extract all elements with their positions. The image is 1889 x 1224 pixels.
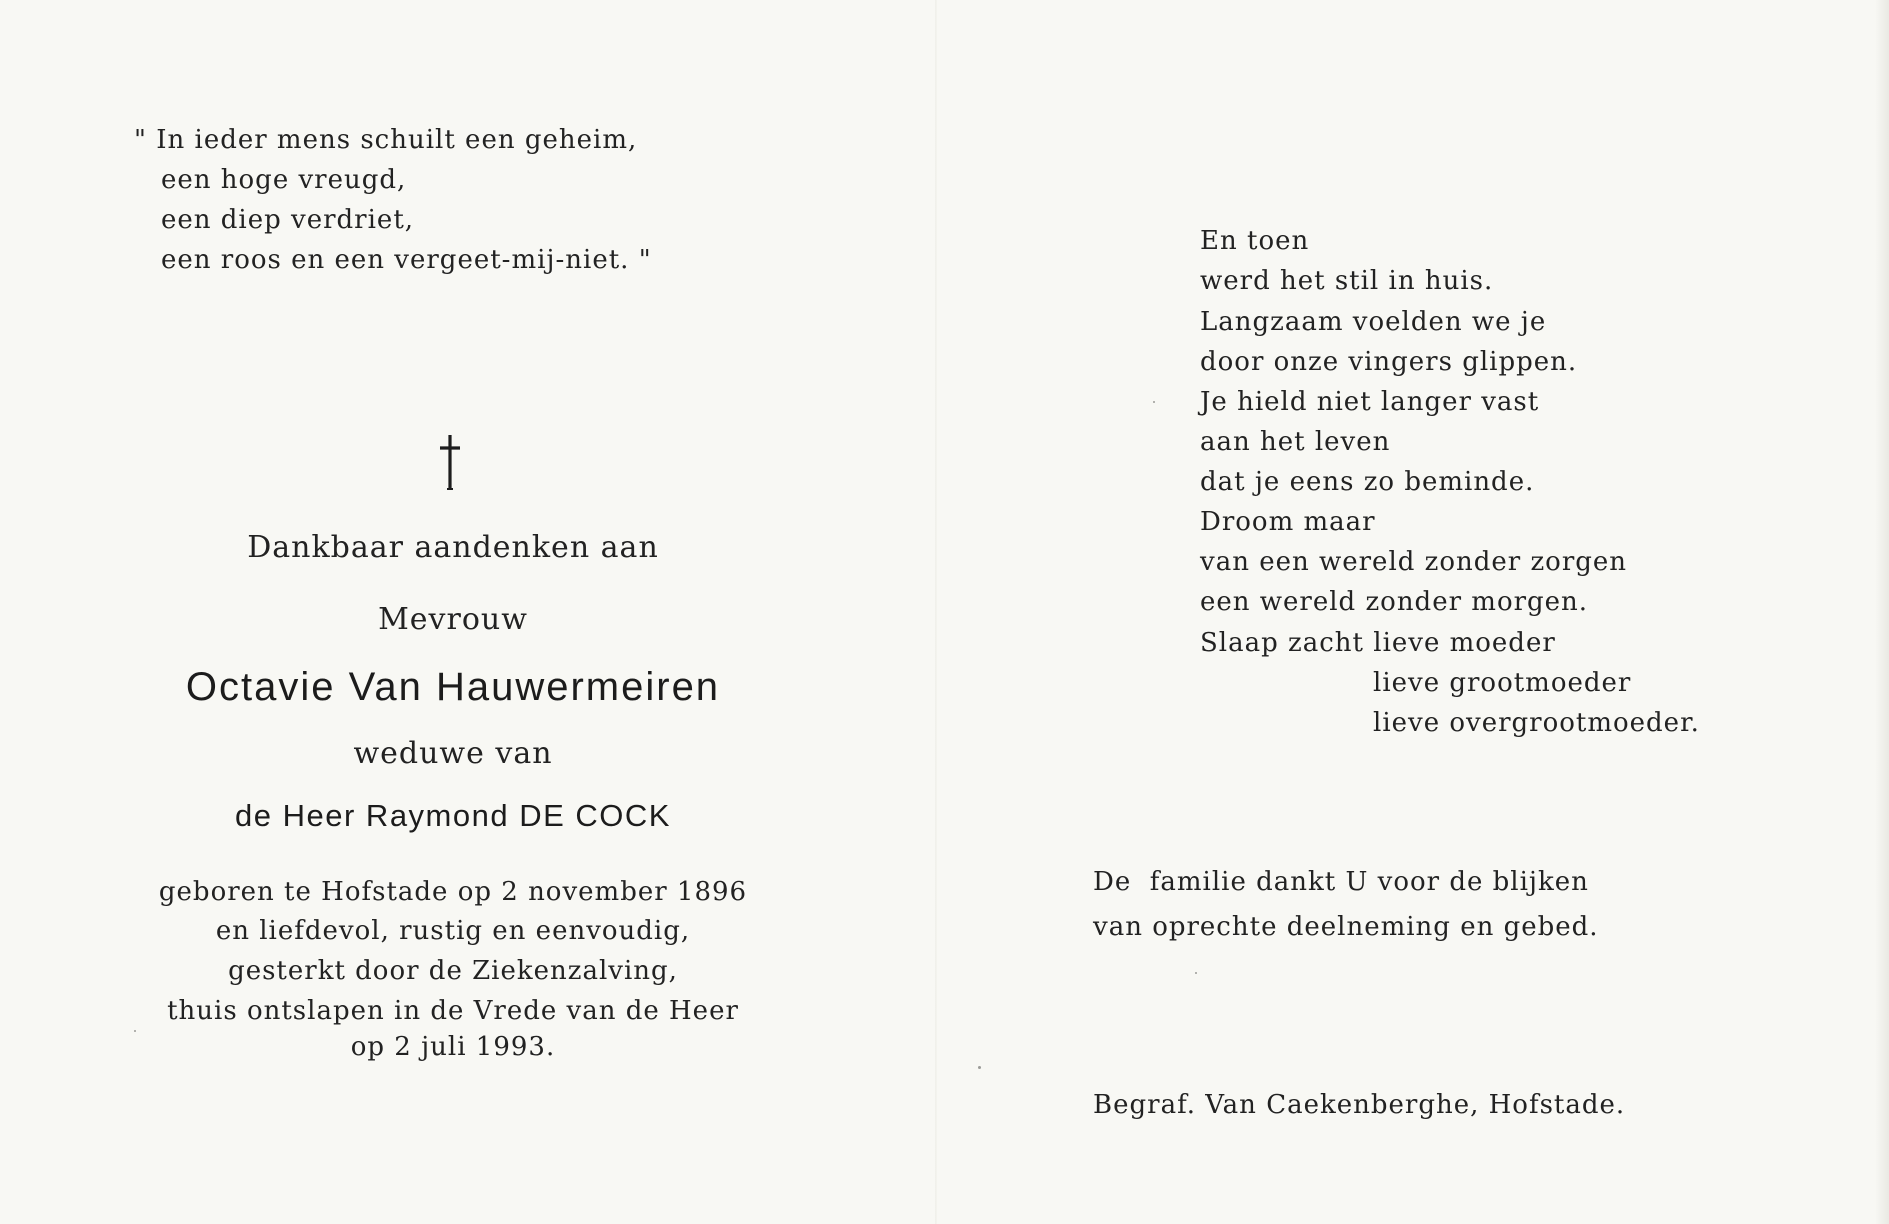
paper-speck	[1153, 401, 1155, 403]
poem-line: door onze vingers glippen.	[1200, 347, 1578, 377]
cross-icon	[430, 433, 470, 493]
widow-of-text: weduwe van	[353, 736, 553, 771]
poem-line: En toen	[1200, 226, 1310, 256]
dedication-text: Dankbaar aandenken aan	[247, 530, 659, 565]
poem-line: Langzaam voelden we je	[1200, 307, 1547, 337]
paper-speck	[978, 1066, 981, 1069]
deceased-name: Octavie Van Hauwermeiren	[185, 665, 721, 709]
detail-line: op 2 juli 1993.	[350, 1032, 556, 1062]
undertaker-text: Begraf. Van Caekenberghe, Hofstade.	[1093, 1090, 1626, 1120]
detail-line: thuis ontslapen in de Vrede van de Heer	[167, 996, 739, 1026]
card-edge	[1875, 0, 1889, 1224]
poem-line: lieve overgrootmoeder.	[1373, 708, 1700, 738]
poem-line: van een wereld zonder zorgen	[1200, 547, 1628, 577]
quote-line: een diep verdriet,	[161, 205, 415, 235]
poem-line: lieve grootmoeder	[1373, 668, 1632, 698]
detail-line: gesterkt door de Ziekenzalving,	[228, 956, 678, 986]
paper-speck	[134, 1030, 136, 1032]
poem-line: dat je eens zo beminde.	[1200, 467, 1535, 497]
thanks-line: De familie dankt U voor de blijken	[1093, 867, 1589, 897]
poem-line: Je hield niet langer vast	[1200, 387, 1540, 417]
poem-line: Slaap zacht lieve moeder	[1200, 628, 1556, 658]
thanks-line: van oprechte deelneming en gebed.	[1093, 912, 1599, 942]
detail-line: en liefdevol, rustig en eenvoudig,	[215, 916, 691, 946]
detail-line: geboren te Hofstade op 2 november 1896	[158, 877, 748, 907]
quote-line: een hoge vreugd,	[161, 165, 407, 195]
paper-speck	[1195, 972, 1197, 974]
fold-line	[935, 0, 937, 1224]
poem-line: Droom maar	[1200, 507, 1376, 537]
quote-line: een roos en een vergeet-mij-niet. "	[161, 245, 652, 275]
poem-line: een wereld zonder morgen.	[1200, 587, 1589, 617]
poem-line: werd het stil in huis.	[1200, 266, 1494, 296]
husband-name: de Heer Raymond DE COCK	[235, 798, 671, 833]
poem-line: aan het leven	[1200, 427, 1391, 457]
quote-line: " In ieder mens schuilt een geheim,	[134, 125, 638, 155]
title-text: Mevrouw	[378, 602, 528, 637]
